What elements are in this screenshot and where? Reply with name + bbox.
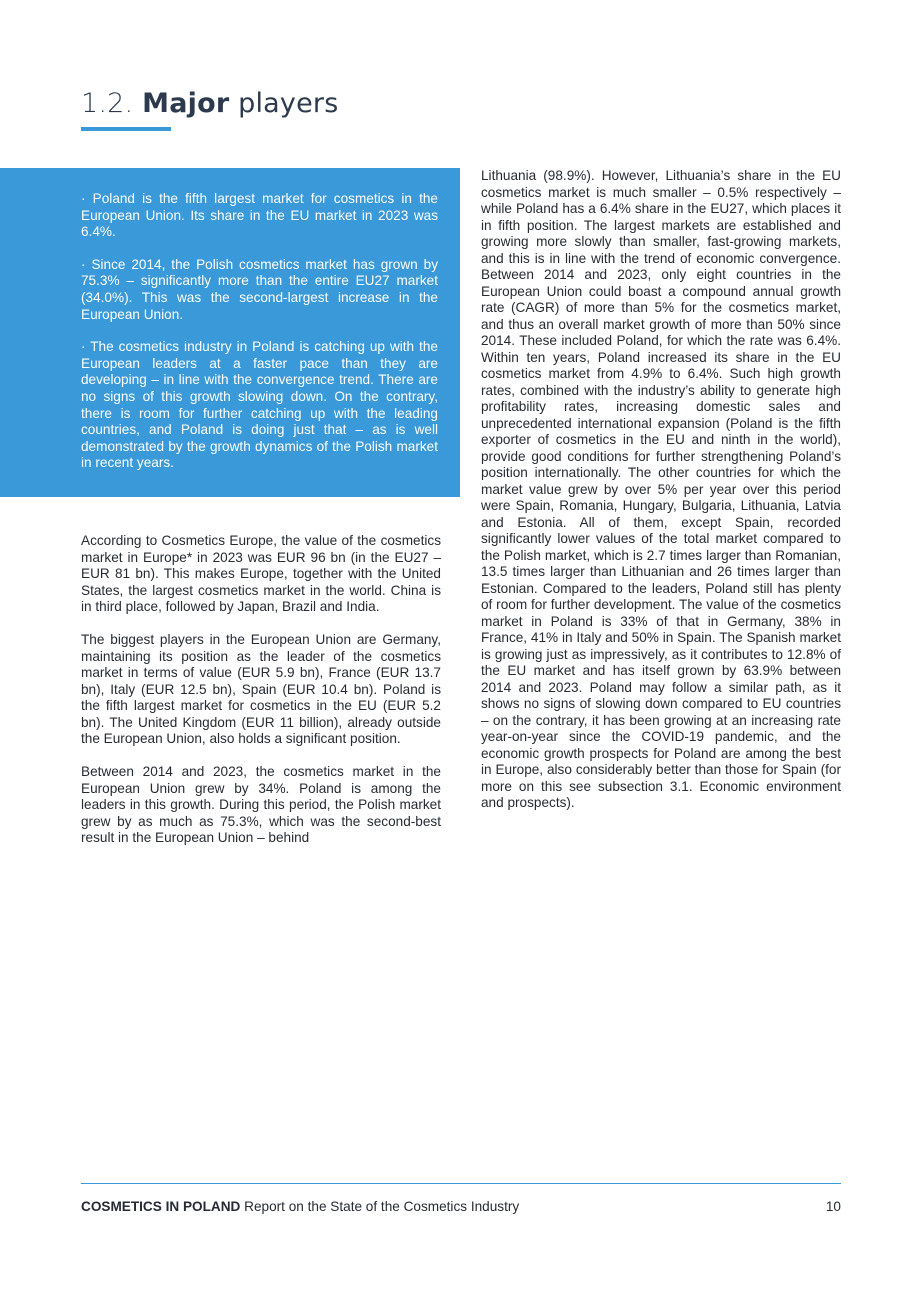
section-title-rest: players	[238, 88, 339, 119]
section-heading	[81, 88, 338, 119]
key-finding: · The cosmetics industry in Poland is catching up with the European leaders at a faster pace than they are developing – in line with the convergence trend. There are no signs of this growth slowing down. On the contrary, there is room for further catching up with the leading countries, and Poland is doing just that – as is well demonstrated by the growth dynamics of the Polish market in recent years.	[81, 339, 438, 471]
key-findings-box	[0, 168, 460, 497]
section-number: 1.2.	[81, 88, 134, 119]
footer-brand: COSMETICS IN POLAND	[81, 1199, 241, 1214]
body-paragraph: Between 2014 and 2023, the cosmetics market in the European Union grew by 34%. Poland is among the leaders in this growth. During this period, the Polish market grew by as much as 75.3%, which was the second-best result in the European Union – behind	[81, 764, 441, 845]
page-number: 10	[825, 1199, 841, 1214]
body-paragraph: Lithuania (98.9%). However, Lithuania’s share in the EU cosmetics market is much smaller – 0.5% respectively – while Poland has a 6.4% share in the EU27, which places it in fifth position. The largest markets are established and growing more slowly than smaller, fast-growing markets, and this is in line with the trend of economic convergence. Between 2014 and 2023, only eight countries in the European Union could boast a compound annual growth rate (CAGR) of more than 5% for the cosmetics market, and thus an overall market growth of more than 50% since 2014. These included Poland, for which the rate was 6.4%. Within ten years, Poland increased its share in the EU cosmetics market from 4.9% to 6.4%. Such high growth rates, combined with the industry’s ability to generate high profitability rates, increasing domestic sales and unprecedented international expansion (Poland is the fifth exporter of cosmetics in the EU and ninth in the world), provide good conditions for further strengthening Poland’s position internationally. The other countries for which the market value grew by over 5% per year over this period were Spain, Romania, Hungary, Bulgaria, Lithuania, Latvia and Estonia. All of them, except Spain, recorded significantly lower values of the total market compared to the Polish market, which is 2.7 times larger than Romanian, 13.5 times larger than Lithuanian and 26 times larger than Estonian. Compared to the leaders, Poland still has plenty of room for further development. The value of the cosmetics market in Poland is 33% of that in Germany, 38% in France, 41% in Italy and 50% in Spain. The Spanish market is growing just as impressively, as it contributes to 12.8% of the EU market and has itself grown by 63.9% between 2014 and 2023. Poland may follow a similar path, as it shows no signs of slowing down compared to EU countries – on the contrary, it has been growing at an increasing rate year-on-year since the COVID-19 pandemic, and the economic growth prospects for Poland are among the best in Europe, also considerably better than those for Spain (for more on this see subsection 3.1. Economic environment and prospects).	[481, 168, 841, 810]
body-column-left	[81, 533, 441, 863]
section-title-bold: Major	[142, 88, 230, 119]
key-finding: · Poland is the fifth largest market for cosmetics in the European Union. Its share in the EU market in 2023 was 6.4%.	[81, 191, 438, 240]
body-paragraph: According to Cosmetics Europe, the value of the cosmetics market in Europe* in 2023 was EUR 96 bn (in the EU27 – EUR 81 bn). This makes Europe, together with the United States, the largest cosmetics market in the world. China is in third place, followed by Japan, Brazil and India.	[81, 533, 441, 614]
body-paragraph: The biggest players in the European Union are Germany, maintaining its position as the leader of the cosmetics market in terms of value (EUR 5.9 bn), France (EUR 13.7 bn), Italy (EUR 12.5 bn), Spain (EUR 10.4 bn). Poland is the fifth largest market for cosmetics in the EU (EUR 5.2 bn). The United Kingdom (EUR 11 billion), already outside the European Union, also holds a significant position.	[81, 632, 441, 746]
key-finding: · Since 2014, the Polish cosmetics market has grown by 75.3% – significantly more than the entire EU27 market (34.0%). This was the second-largest increase in the European Union.	[81, 256, 438, 322]
page-footer	[81, 1199, 841, 1219]
heading-underline	[81, 127, 171, 131]
footer-divider	[81, 1183, 841, 1184]
footer-subtitle: Report on the State of the Cosmetics Industry	[244, 1199, 520, 1214]
body-column-right	[481, 168, 841, 828]
